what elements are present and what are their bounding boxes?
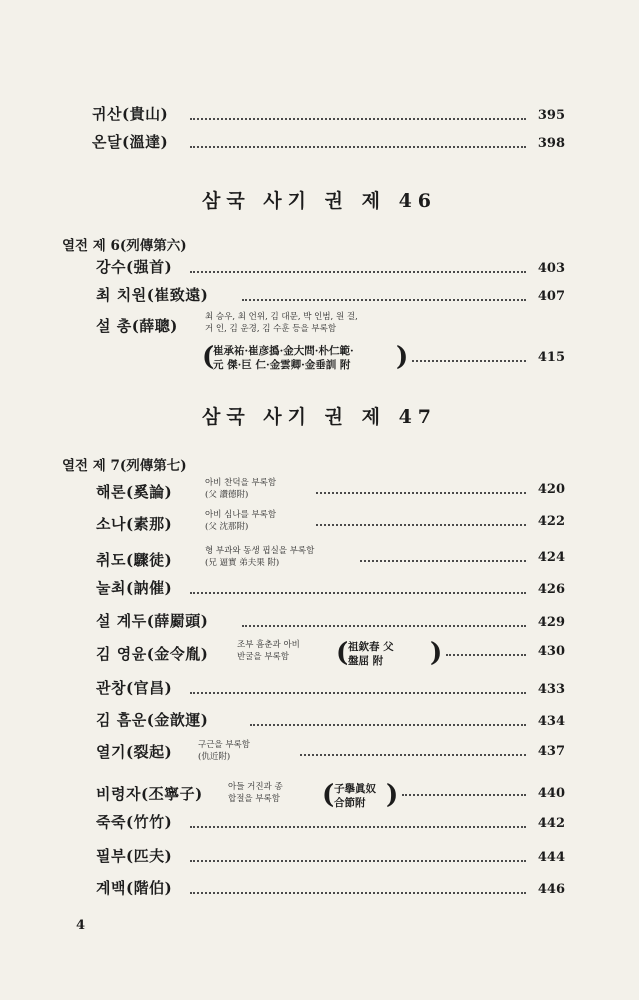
entry-name: 강수(强首) (96, 258, 173, 276)
toc-entry (0, 710, 639, 734)
dot-leader (402, 794, 526, 796)
entry-hanja: 子擧眞奴 (334, 783, 376, 795)
entry-name: 온달(溫達) (92, 133, 169, 151)
dot-leader (300, 754, 526, 756)
toc-entry (0, 285, 639, 309)
entry-page: 424 (537, 550, 565, 565)
toc-entry (0, 678, 639, 702)
entry-note: 반굴을 부록함 (237, 652, 289, 662)
entry-note: 최 승우, 최 언위, 김 대문, 박 인범, 원 걸, (205, 312, 358, 322)
page-number: 4 (76, 918, 86, 933)
entry-note: (仇近附) (198, 752, 231, 762)
entry-page: 398 (537, 136, 565, 151)
dot-leader (190, 118, 526, 120)
entry-note: 아비 심나를 부록함 (205, 510, 277, 520)
entry-note: (父 讚德附) (205, 490, 249, 500)
toc-entry (0, 878, 639, 902)
toc-entry (0, 312, 639, 378)
open-bracket: ( (202, 342, 215, 372)
entry-page: 422 (537, 514, 565, 529)
entry-page: 444 (537, 850, 565, 865)
toc-entry (0, 812, 639, 836)
entry-page: 407 (537, 289, 565, 304)
dot-leader (190, 146, 526, 148)
entry-name: 해론(奚論) (96, 483, 173, 501)
entry-hanja: 祖欽春 父 (348, 641, 394, 653)
entry-name: 계백(階伯) (96, 879, 173, 897)
dot-leader (190, 592, 526, 594)
dot-leader (250, 724, 526, 726)
entry-hanja: 元 傑·巨 仁·金雲卿·金垂訓 附 (213, 359, 351, 371)
entry-name: 설 총(薛聰) (96, 317, 178, 335)
entry-page: 440 (537, 786, 565, 801)
toc-entry (0, 104, 639, 128)
entry-page: 442 (537, 816, 565, 831)
toc-entry (0, 132, 639, 156)
entry-note: 아비 찬덕을 부록함 (205, 478, 277, 488)
dot-leader (190, 860, 526, 862)
entry-page: 430 (537, 644, 565, 659)
entry-note: 아들 거진과 종 (228, 782, 283, 792)
dot-leader (316, 524, 526, 526)
entry-hanja: 崔承祐·崔彦撝·金大問·朴仁範· (213, 345, 354, 357)
entry-name: 귀산(貴山) (92, 105, 169, 123)
dot-leader (190, 692, 526, 694)
toc-entry (0, 578, 639, 602)
entry-name: 필부(匹夫) (96, 847, 173, 865)
entry-page: 437 (537, 744, 565, 759)
toc-entry (0, 846, 639, 870)
toc-entry (0, 510, 639, 538)
entry-page: 434 (537, 714, 565, 729)
dot-leader (190, 271, 526, 273)
entry-note: 합절을 부록함 (228, 794, 280, 804)
entry-page: 395 (537, 108, 565, 123)
dot-leader (446, 654, 526, 656)
dot-leader (412, 360, 526, 362)
entry-name: 최 치원(崔致遠) (96, 286, 209, 304)
toc-entry (0, 478, 639, 506)
toc-entry (0, 611, 639, 635)
toc-entry (0, 546, 639, 574)
close-bracket: ) (386, 780, 399, 810)
entry-page: 403 (537, 261, 565, 276)
entry-name: 소나(素那) (96, 515, 173, 533)
dot-leader (242, 299, 526, 301)
entry-note: 형 부과와 동생 핍실을 부록함 (205, 546, 315, 556)
entry-hanja: 合節附 (334, 797, 366, 809)
section-heading: 열전 제 7(列傳第七) (62, 458, 187, 474)
entry-name: 설 계두(薛罽頭) (96, 612, 209, 630)
entry-name: 김 영윤(金令胤) (96, 645, 209, 663)
toc-entry (0, 257, 639, 281)
close-bracket: ) (430, 638, 443, 668)
entry-name: 죽죽(竹竹) (96, 813, 173, 831)
close-bracket: ) (396, 342, 409, 372)
toc-entry (0, 638, 639, 672)
entry-note: 거 인, 김 운경, 김 수훈 등을 부록함 (205, 324, 337, 334)
entry-note: 구근을 부록함 (198, 740, 250, 750)
entry-name: 눌최(訥催) (96, 579, 173, 597)
entry-name: 김 흠운(金歆運) (96, 711, 209, 729)
section-heading: 열전 제 6(列傳第六) (62, 238, 187, 254)
entry-name: 관창(官昌) (96, 679, 173, 697)
dot-leader (316, 492, 526, 494)
entry-note: (兄 逼實 弟夫果 附) (205, 558, 280, 568)
entry-page: 446 (537, 882, 565, 897)
open-bracket: ( (336, 638, 349, 668)
open-bracket: ( (322, 780, 335, 810)
volume-title: 삼국 사기 권 제 47 (201, 406, 438, 428)
entry-name: 취도(驟徒) (96, 551, 173, 569)
dot-leader (190, 892, 526, 894)
entry-note: 조부 흠춘과 아비 (237, 640, 300, 650)
entry-name: 열기(裂起) (96, 743, 173, 761)
entry-page: 420 (537, 482, 565, 497)
entry-page: 415 (537, 350, 565, 365)
dot-leader (242, 625, 526, 627)
entry-note: (父 沈那附) (205, 522, 249, 532)
volume-title: 삼국 사기 권 제 46 (201, 190, 438, 212)
entry-page: 426 (537, 582, 565, 597)
entry-page: 433 (537, 682, 565, 697)
entry-page: 429 (537, 615, 565, 630)
toc-entry (0, 738, 639, 766)
entry-hanja: 盤屈 附 (348, 655, 384, 667)
dot-leader (190, 826, 526, 828)
dot-leader (360, 560, 526, 562)
entry-name: 비령자(丕寧子) (96, 785, 203, 803)
toc-entry (0, 780, 639, 812)
